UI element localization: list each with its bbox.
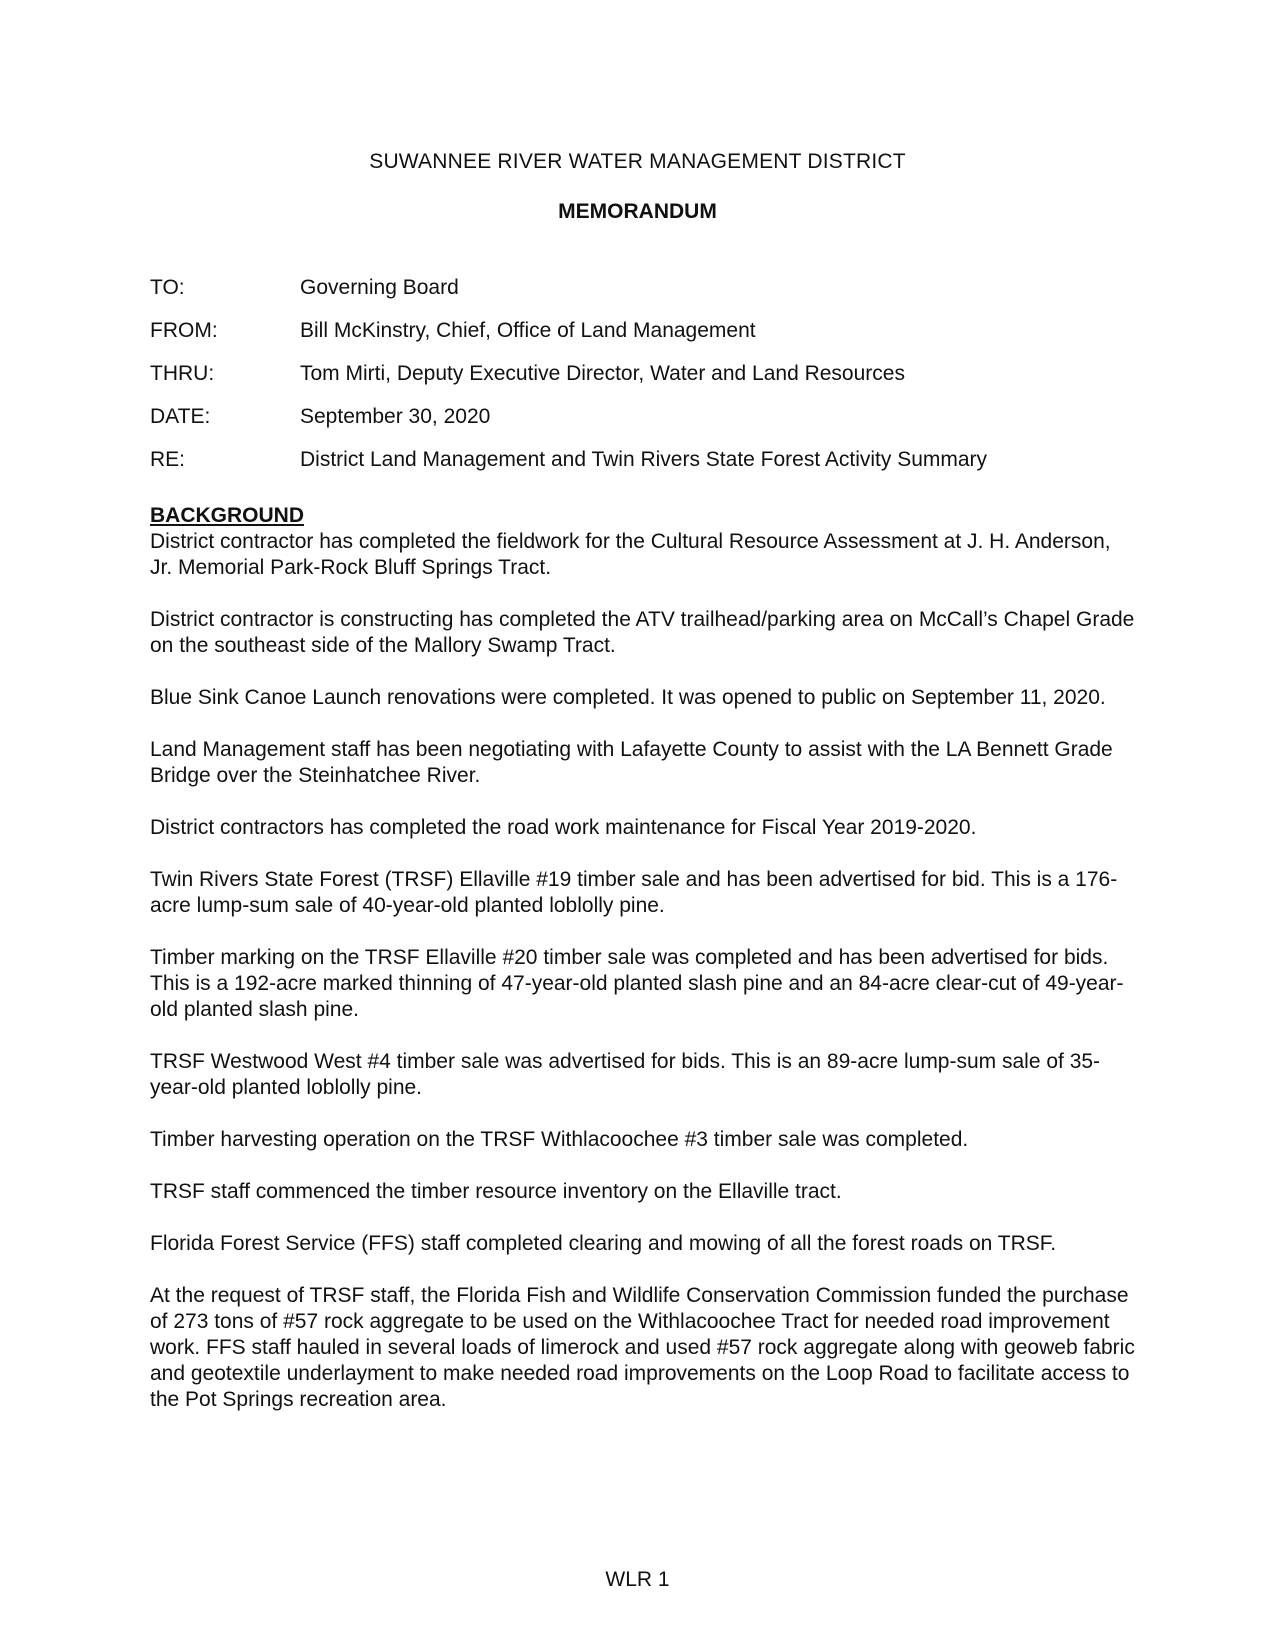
paragraph: Twin Rivers State Forest (TRSF) Ellaville #19 timber sale and has been advertised for bid. This is a 176-acre lump-sum sale of 40-year-old planted loblolly pine. bbox=[150, 868, 1118, 917]
header-row-thru bbox=[150, 362, 1150, 405]
header-value: Governing Board bbox=[300, 276, 459, 299]
header-label: DATE: bbox=[150, 405, 211, 428]
background-section bbox=[150, 503, 1135, 1439]
paragraph: At the request of TRSF staff, the Florida Fish and Wildlife Conservation Commission funded the purchase of 273 tons of #57 rock aggregate to be used on the Withlacoochee Tract for needed road improvement work. FFS staff hauled in several loads of limerock and used #57 rock aggregate along with geoweb fabric and geotextile underlayment to make needed road improvements on the Loop Road to facilitate access to the Pot Springs recreation area. bbox=[150, 1284, 1135, 1411]
paragraph: TRSF staff commenced the timber resource inventory on the Ellaville tract. bbox=[150, 1180, 842, 1203]
organization-name: SUWANNEE RIVER WATER MANAGEMENT DISTRICT bbox=[369, 150, 906, 173]
header-value: Tom Mirti, Deputy Executive Director, Water and Land Resources bbox=[300, 362, 905, 385]
header-value: District Land Management and Twin Rivers State Forest Activity Summary bbox=[300, 448, 988, 471]
paragraph: District contractor is constructing has completed the ATV trailhead/parking area on McCall’s Chapel Grade on the southeast side of the Mallory Swamp Tract. bbox=[150, 608, 1135, 657]
header-label: THRU: bbox=[150, 362, 215, 385]
paragraph: District contractors has completed the road work maintenance for Fiscal Year 2019-2020. bbox=[150, 816, 977, 839]
header-label: FROM: bbox=[150, 319, 218, 342]
document-type: MEMORANDUM bbox=[558, 200, 717, 223]
paragraph: District contractor has completed the fieldwork for the Cultural Resource Assessment at J. H. Anderson, Jr. Memorial Park-Rock Bluff Springs Tract. bbox=[150, 530, 1111, 579]
header-row-from bbox=[150, 319, 1150, 362]
header-label: RE: bbox=[150, 448, 186, 471]
paragraph: Florida Forest Service (FFS) staff completed clearing and mowing of all the forest roads on TRSF. bbox=[150, 1232, 1057, 1255]
header-label: TO: bbox=[150, 276, 185, 299]
header-row-to bbox=[150, 276, 1150, 319]
memo-header bbox=[150, 276, 1150, 491]
paragraph: Land Management staff has been negotiating with Lafayette County to assist with the LA Bennett Grade Bridge over the Steinhatchee River. bbox=[150, 738, 1113, 787]
paragraph: Blue Sink Canoe Launch renovations were completed. It was opened to public on September 11, 2020. bbox=[150, 686, 1106, 709]
header-value: Bill McKinstry, Chief, Office of Land Management bbox=[300, 319, 756, 342]
paragraph: Timber marking on the TRSF Ellaville #20 timber sale was completed and has been advertised for bids. This is a 192-acre marked thinning of 47-year-old planted slash pine and an 84-acre clear-cut of 49-year-old planted slash pine. bbox=[150, 946, 1124, 1021]
paragraph: TRSF Westwood West #4 timber sale was advertised for bids. This is an 89-acre lump-sum sale of 35-year-old planted loblolly pine. bbox=[150, 1050, 1101, 1099]
paragraph: Timber harvesting operation on the TRSF Withlacoochee #3 timber sale was completed. bbox=[150, 1128, 969, 1151]
header-value: September 30, 2020 bbox=[300, 405, 491, 428]
header-row-date bbox=[150, 405, 1150, 448]
header-row-re bbox=[150, 448, 1150, 491]
page-footer: WLR 1 bbox=[605, 1568, 670, 1591]
section-heading: BACKGROUND bbox=[150, 504, 304, 527]
